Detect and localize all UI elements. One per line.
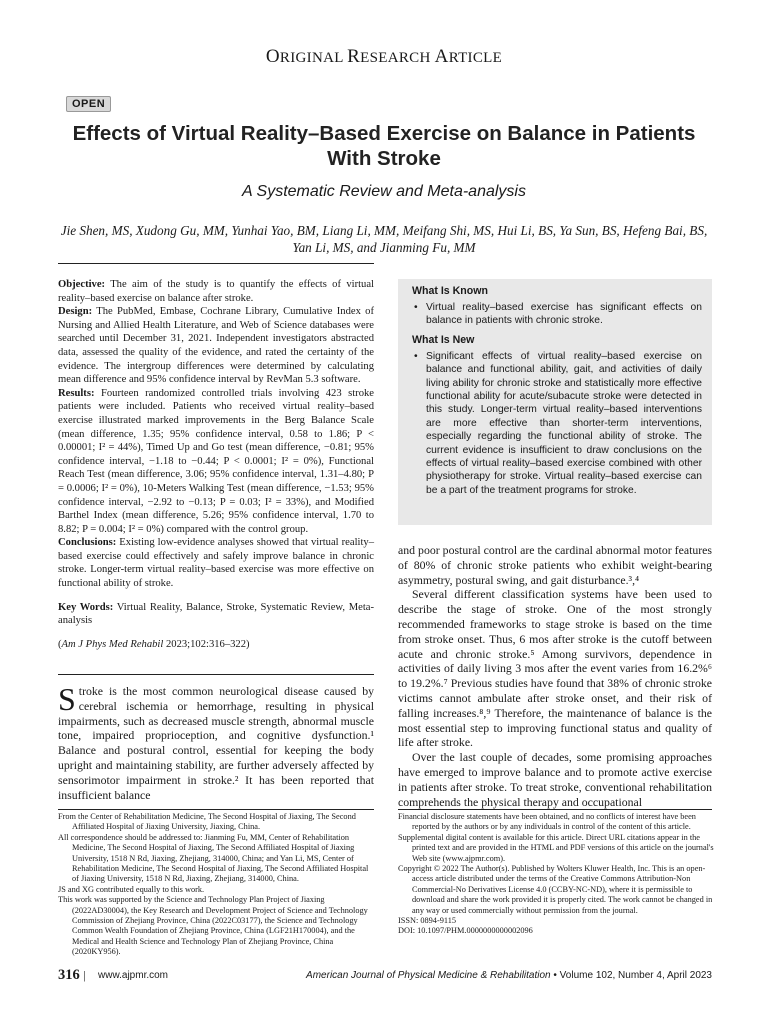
what-is-new-heading: What Is New <box>412 333 475 346</box>
footnote: Copyright © 2022 The Author(s). Published by Wolters Kluwer Health, Inc. This is an open-access article distributed under the terms of the Creative Commons Attribution-Non Commercial-No Derivatives License 4.0 (CCBY-NC-ND), where it is permissible to download and share the work provided it is properly cited. The work cannot be changed in any way or used commercially without permission from the journal. <box>398 864 713 915</box>
abstract-bottom-rule <box>58 674 374 675</box>
article-title: Effects of Virtual Reality–Based Exercise on Balance in Patients With Stroke <box>72 122 696 170</box>
footnote: ISSN: 0894-9115 <box>398 916 457 926</box>
footnote: All correspondence should be addressed to: Jianming Fu, MM, Center of Rehabilitation Medicine, The Second Hospital of Jiaxing, The Second Affiliated Hospital of Jiaxing University, 1518 N Rd, Jiaxing, Zhejiang, 314000, China; and Yan Li, MS, Center of Rehabilitation Medicine, The Second Hospital of Jiaxing, The Second Affiliated Hospital of Jiaxing University, 1518 N Rd, Jiaxing, Zhejiang, 314000, China. <box>58 832 369 884</box>
body-text-left: Stroke is the most common neurological disease caused by cerebral ischemia or hemorrhage, resulting in physical impairments, such as decreased muscle strength, abnormal muscle tone, impaired proprioception, and cognitive dysfunction.¹ Balance and postural control, essential for keeping the body upright and maintaining stability, are further adversely affected by sensorimotor impairment in stroke.² It has been reported that insufficient balance <box>58 681 374 802</box>
what-is-known-list <box>412 301 702 328</box>
footnote: From the Center of Rehabilitation Medicine, The Second Hospital of Jiaxing, The Second Affiliated Hospital of Jiaxing University, Jiaxing, China. <box>58 812 356 832</box>
abstract <box>58 278 374 651</box>
abstract-top-rule <box>58 263 374 264</box>
what-is-new-list <box>412 350 702 497</box>
page-number: 316 | <box>58 967 86 983</box>
footnote: Financial disclosure statements have been obtained, and no conflicts of interest have been reported by the authors or by any individuals in control of the content of this article. <box>398 812 696 832</box>
footnotes-right <box>398 812 714 937</box>
footnote: JS and XG contributed equally to this work. <box>58 884 205 894</box>
article-type-label: ORIGINAL RESEARCH ARTICLE <box>265 46 503 67</box>
list-item: • Virtual reality–based exercise has significant effects on balance in patients with chronic stroke. <box>412 301 702 328</box>
abstract-design: Design: The PubMed, Embase, Cochrane Library, Cumulative Index of Nursing and Allied Health Literature, and Web of Science databases were searched until December 31, 2021. Independent investigators abstracted data, assessed the quality of the evidence, and rated the certainty of the evidence. The intergroup differences were determined by calculating mean difference and 95% confidence interval by RevMan 5.3 software. <box>58 306 374 386</box>
journal-info: American Journal of Physical Medicine & Rehabilitation • Volume 102, Number 4, April 2023 <box>306 970 712 981</box>
footnotes-left <box>58 812 376 958</box>
footnote-rule-left <box>58 809 374 810</box>
footnote: Supplemental digital content is available for this article. Direct URL citations appear in the printed text and are provided in the HTML and PDF versions of this article on the journal's Web site (www.ajpmr.com). <box>398 832 714 863</box>
footnote: This work was supported by the Science and Technology Plan Project of Jiaxing (2022AD30004), the Key Research and Development Project of Science and Technology Commission of Zhejiang Province, China (2022C03177), the Science and Technology Common Wealth Foundation of Zhejiang Province, China (LGF21H170004), and the Medical and Health Science and Technology Plan of Zhejiang Province, China (2020KY956). <box>58 895 368 957</box>
author-list: Jie Shen, MS, Xudong Gu, MM, Yunhai Yao, BM, Liang Li, MM, Meifang Shi, MS, Hui Li, BS, Ya Sun, BS, Hefeng Bai, BS, Yan Li, MS, and Jianming Fu, MM <box>60 223 708 255</box>
open-access-badge: OPEN <box>66 96 111 112</box>
paragraph: Several different classification systems have been used to describe the stage of stroke. One of the most strongly recommended frameworks to stage stroke is based on the time from stroke onset. Thus, 6 mos after stroke is the cutoff between acute and chronic stroke.⁵ Among survivors, dependence in activities of daily living 3 mos after the event varies from 16.2%⁶ to 19.2%.⁷ Previous studies have found that 38% of chronic stroke victims cannot ambulate after stroke onset, and their risk of falling increases.⁸,⁹ Therefore, the maintenance of balance is the most essential step to improving functional status and quality of life after stroke. <box>398 587 712 750</box>
keywords: Key Words: Virtual Reality, Balance, Stroke, Systematic Review, Meta-analysis <box>58 601 375 627</box>
journal-website: www.ajpmr.com <box>98 970 169 981</box>
what-is-known-heading: What Is Known <box>412 285 488 297</box>
abstract-results: Results: Fourteen randomized controlled trials involving 423 stroke patients were included. Patients who received virtual reality–based exercise illustrated marked improvements in the Berg Balance Scale (mean difference, 1.35; 95% confidence interval, 0.58 to 1.86; P < 0.00001; I² = 44%), Timed Up and Go test (mean difference, −0.81; 95% confidence interval, −1.18 to −0.44; P < 0.0001; I² = 0%), Functional Reach Test (mean difference, 3.06; 95% confidence interval, 1.31–4.80; P = 0.0006; I² = 0%), 10-Meters Walking Test (mean difference, −1.53; 95% confidence interval, −2.92 to −0.13; P = 0.03; I² = 33%), and Modified Barthel Index (mean difference, 5.26; 95% confidence interval, 1.70 to 8.82; P = 0.004; I² = 0%) compared with the control group. <box>58 387 374 535</box>
drop-cap: S <box>58 681 76 717</box>
body-text-right <box>398 543 712 809</box>
citation: (Am J Phys Med Rehabil 2023;102:316–322) <box>58 638 250 650</box>
abstract-conclusions: Conclusions: Existing low-evidence analyses showed that virtual reality–based exercise could effectively and safely improve balance in chronic stroke. Longer-term virtual reality–based exercise was more effective on functional ability of stroke. <box>58 537 374 590</box>
list-item: • Significant effects of virtual reality–based exercise on balance and functional ability, gait, and activities of daily living ability for chronic stroke and statistically more effective functional ability for acute/subacute stroke were detected in this study. Longer-term virtual reality–based interventions are more effective than shorter-term interventions, especially regarding the functional ability of stroke. The current evidence is insufficient to draw conclusions on the effects of virtual reality–based exercise combined with other physiotherapy for stroke. Virtual reality–based exercise can be a part of the treatment programs for stroke. <box>412 350 702 497</box>
footnote-rule-right <box>398 809 712 810</box>
abstract-objective: Objective: The aim of the study is to quantify the effects of virtual reality–based exercise on balance after stroke. <box>58 279 374 304</box>
article-subtitle: A Systematic Review and Meta-analysis <box>242 183 526 200</box>
key-points-box <box>398 279 712 525</box>
footnote: DOI: 10.1097/PHM.0000000000002096 <box>398 926 533 936</box>
paragraph: and poor postural control are the cardinal abnormal motor features of 80% of chronic stroke patients who exhibit weight-bearing asymmetry, postural swing, and gait disturbance.³,⁴ <box>398 543 712 587</box>
paragraph: Over the last couple of decades, some promising approaches have emerged to improve balance and to promote active exercise in patients after stroke. To treat stroke, conventional rehabilitation comprehends the physical therapy and occupational <box>398 750 712 809</box>
